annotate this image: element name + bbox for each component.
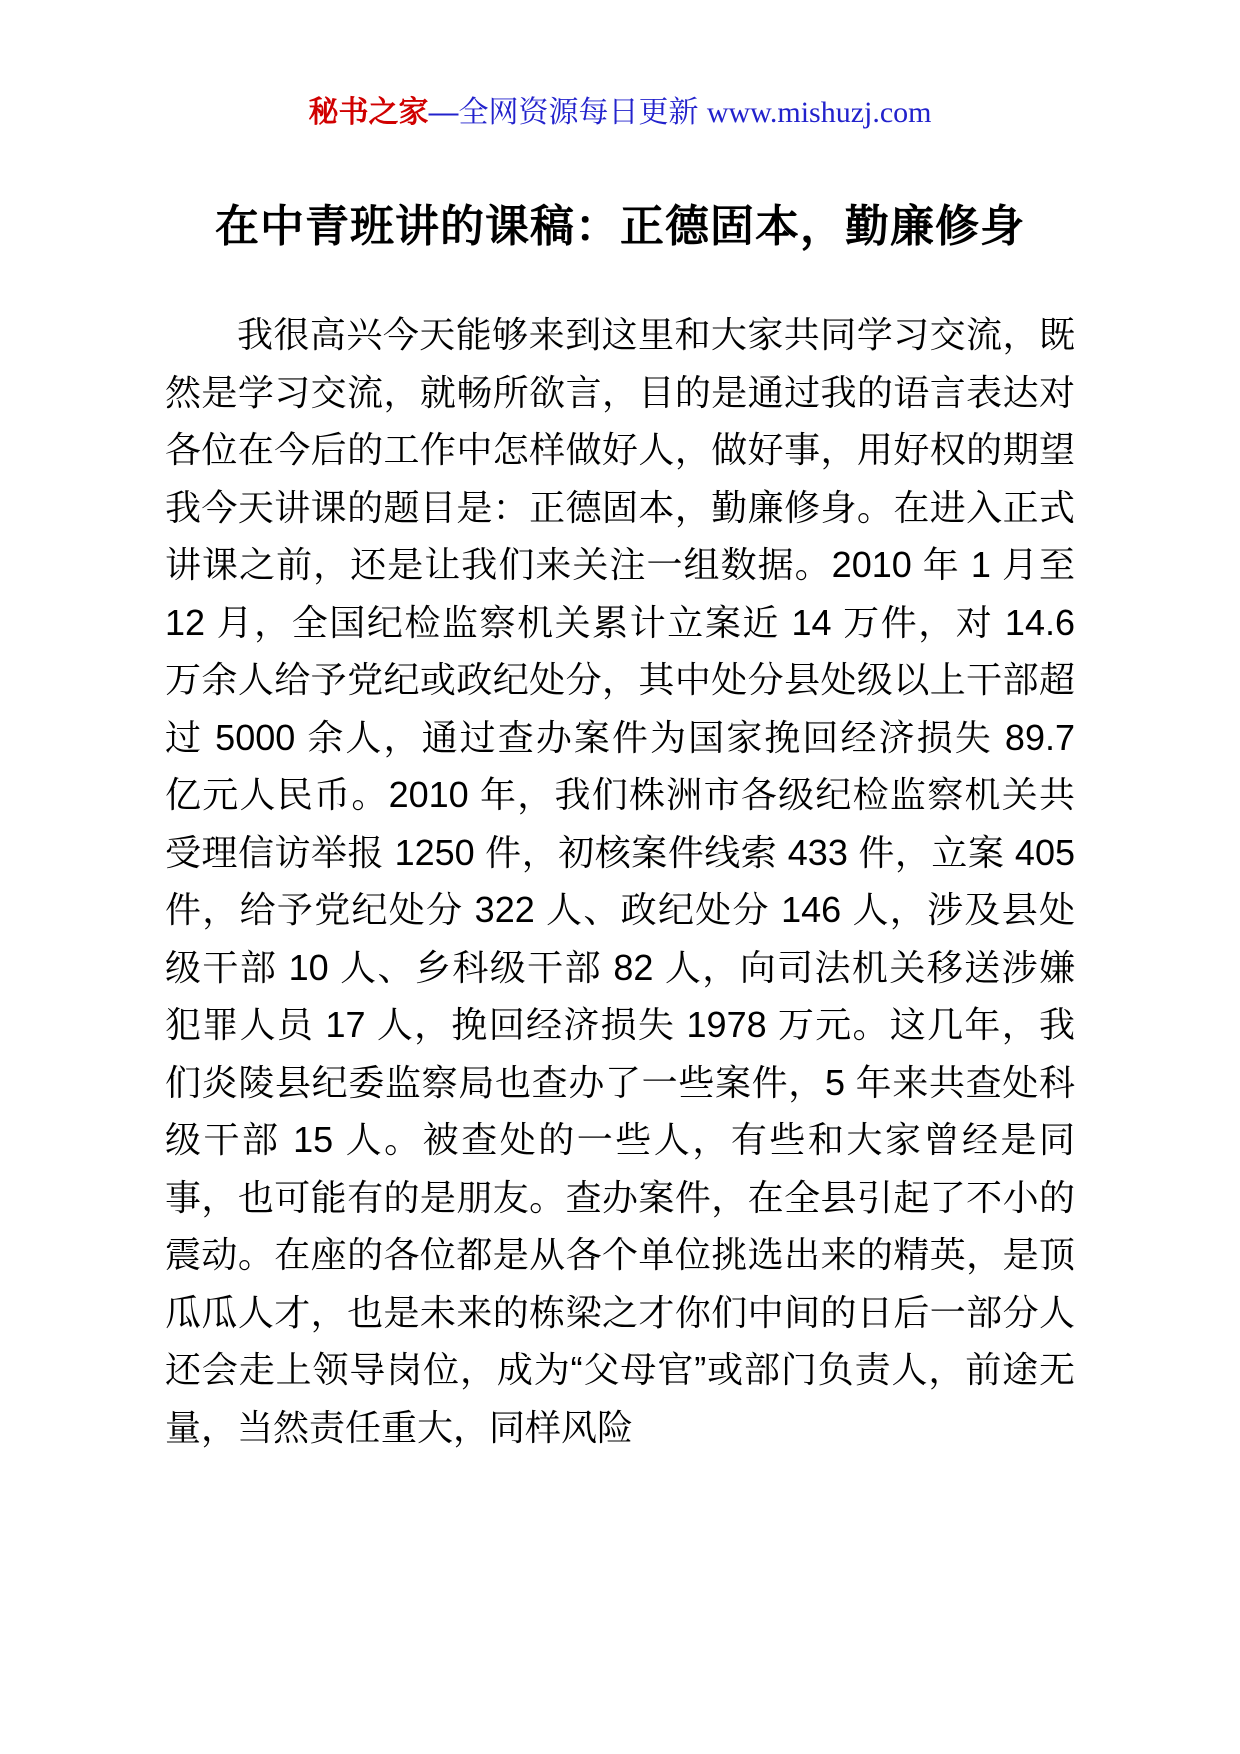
- site-header: [165, 92, 1075, 134]
- site-brand: 秘书之家: [308, 96, 429, 129]
- site-tagline: —全网资源每日更新: [428, 96, 707, 129]
- paragraph: 我很高兴今天能够来到这里和大家共同学习交流，既然是学习交流，就畅所欲言，目的是通过我的语言表达对各位在今后的工作中怎样做好人，做好事，用好权的期望我今天讲课的题目是：正德固本，勤廉修身。在进入正式讲课之前，还是让我们来关注一组数据。2010 年 1 月至 12 月，全国纪检监察机关累计立案近 14 万件，对 14.6 万余人给予党纪或政纪处分，其中处分县处级以上干部超过 5000 余人，通过查办案件为国家挽回经济损失 89.7 亿元人民币。2010 年，我们株洲市各级纪检监察机关共受理信访举报 1250 件，初核案件线索 433 件，立案 405 件，给予党纪处分 322 人、政纪处分 146 人，涉及县处级干部 10 人、乡科级干部 82 人，向司法机关移送涉嫌犯罪人员 17 人，挽回经济损失 1978 万元。这几年，我们炎陵县纪委监察局也查办了一些案件，5 年来共查处科级干部 15 人。被查处的一些人，有些和大家曾经是同事，也可能有的是朋友。查办案件，在全县引起了不小的震动。在座的各位都是从各个单位挑选出来的精英，是顶瓜瓜人才，也是未来的栋梁之才你们中间的日后一部分人还会走上领导岗位，成为“父母官”或部门负责人，前途无量，当然责任重大，同样风险: [165, 314, 1075, 1448]
- document-body: [165, 306, 1075, 1456]
- site-url: www.mishuzj.com: [706, 96, 932, 129]
- document-title: 在中青班讲的课稿：正德固本，勤廉修身: [215, 202, 1025, 251]
